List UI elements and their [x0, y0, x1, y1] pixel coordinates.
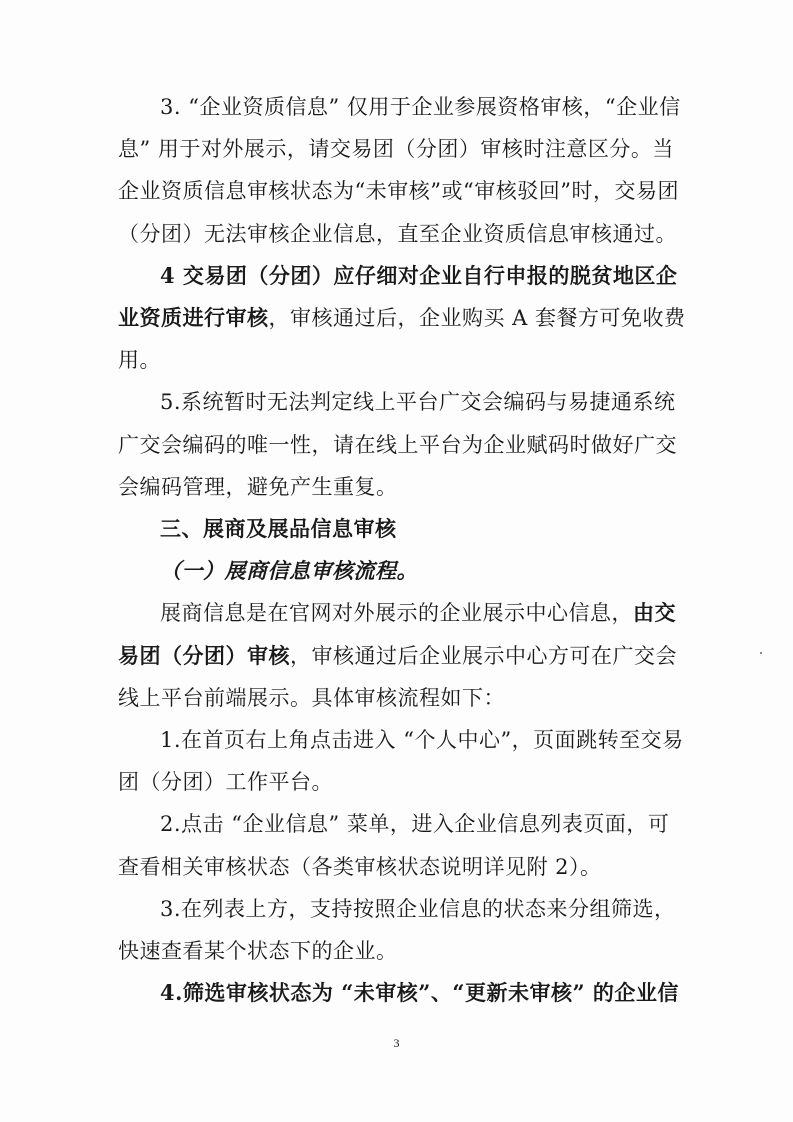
paragraph-line	[118, 345, 161, 375]
bold-span: 三、展商及展品信息审核	[160, 516, 397, 541]
text-span: 2.点击 “企业信息” 菜单，进入企业信息列表页面，可	[160, 812, 670, 836]
text-span: 广交会编码的唯一性，请在线上平台为企业赋码时做好广交	[118, 433, 677, 457]
paragraph-line	[118, 936, 398, 966]
paragraph-line	[118, 767, 333, 797]
paragraph-line	[118, 472, 398, 502]
text-span: 息” 用于对外展示，请交易团（分团）审核时注意区分。当	[118, 137, 674, 161]
text-span: 团（分团）工作平台。	[118, 770, 333, 794]
paragraph-first-line	[160, 387, 676, 417]
paragraph-line	[118, 641, 677, 671]
text-span: （分团）无法审核企业信息，直至企业资质信息审核通过。	[118, 222, 677, 246]
bold-span: 由交	[633, 600, 676, 625]
paragraph-line	[118, 134, 674, 164]
paragraph-line	[118, 303, 686, 333]
text-span: ，审核通过后企业展示中心方可在广交会	[290, 644, 677, 668]
paragraph-line	[118, 852, 602, 882]
paragraph-first-line	[160, 556, 418, 586]
text-span: 用。	[118, 348, 161, 372]
text-span: 展商信息是在官网对外展示的企业展示中心信息，	[160, 601, 633, 625]
paragraph-line	[118, 219, 677, 249]
text-span: 5.系统暂时无法判定线上平台广交会编码与易捷通系统	[160, 390, 676, 414]
text-span: 企业资质信息审核状态为“未审核”或“审核驳回”时，交易团	[118, 179, 679, 203]
text-span: 快速查看某个状态下的企业。	[118, 939, 398, 963]
paragraph-first-line	[160, 261, 677, 291]
text-span: 3.在列表上方，支持按照企业信息的状态来分组筛选，	[160, 897, 676, 921]
paragraph-first-line	[160, 725, 684, 755]
text-span: 1.在首页右上角点击进入 “个人中心”，页面跳转至交易	[160, 728, 684, 752]
paragraph-first-line	[160, 514, 397, 544]
paragraph-first-line	[160, 809, 669, 839]
text-span: 线上平台前端展示。具体审核流程如下：	[118, 686, 505, 710]
text-span: 3. “企业资质信息” 仅用于企业参展资格审核，“企业信	[160, 95, 681, 119]
paragraph-line	[118, 430, 677, 460]
text-span: ，审核通过后，企业购买 A 套餐方可免收费	[268, 306, 686, 330]
paragraph-first-line	[160, 978, 679, 1008]
paragraph-line	[118, 683, 505, 713]
bold-span: 易团（分团）审核	[118, 643, 290, 668]
scan-speck	[760, 652, 762, 654]
paragraph-first-line	[160, 894, 676, 924]
bold-span: 4.筛选审核状态为 “未审核”、“更新未审核” 的企业信	[160, 980, 679, 1005]
text-span: 查看相关审核状态（各类审核状态说明详见附 2）。	[118, 855, 602, 879]
paragraph-line	[118, 176, 679, 206]
bold-span: （一）展商信息审核流程。	[160, 558, 418, 583]
text-span: 会编码管理，避免产生重复。	[118, 475, 398, 499]
bold-span: 业资质进行审核	[118, 305, 269, 330]
page-number: 3	[393, 1036, 400, 1050]
paragraph-first-line	[160, 598, 676, 628]
bold-span: 4 交易团（分团）应仔细对企业自行申报的脱贫地区企	[160, 263, 678, 288]
paragraph-first-line	[160, 92, 681, 122]
